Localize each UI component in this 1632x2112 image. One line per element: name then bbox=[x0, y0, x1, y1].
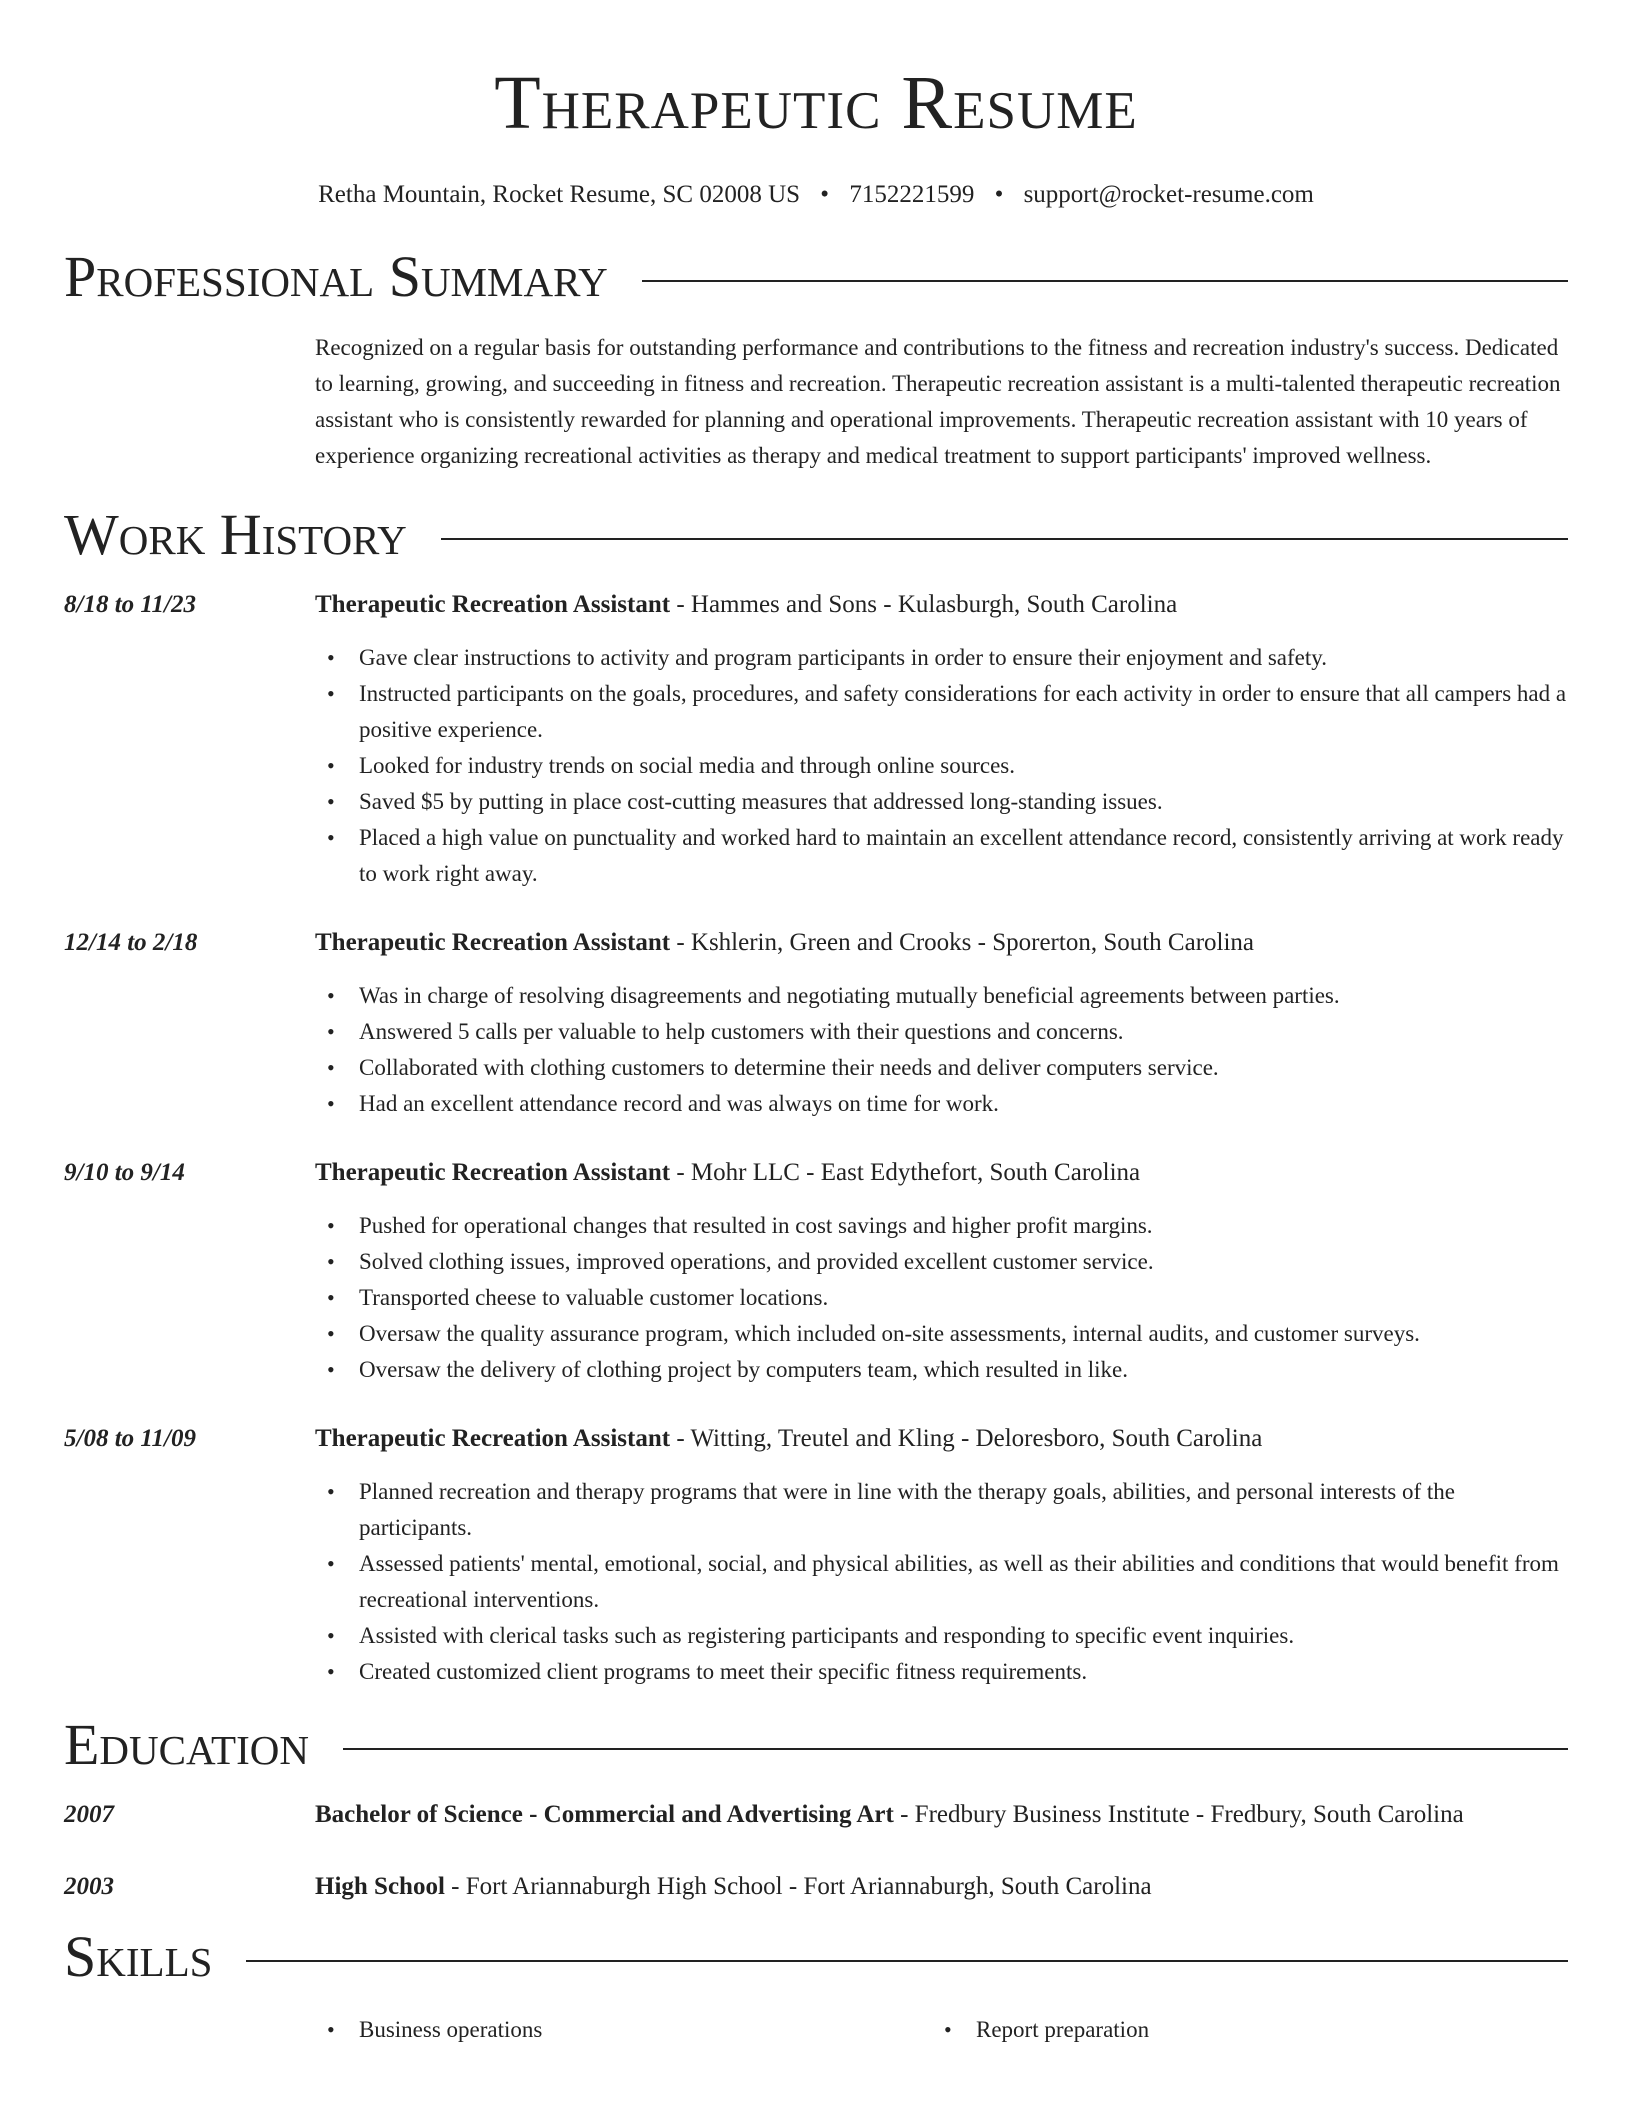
job-employer: - Mohr LLC - East Edythefort, South Carolina bbox=[670, 1159, 1141, 1186]
job-headline bbox=[315, 926, 1568, 960]
job-title: Therapeutic Recreation Assistant bbox=[315, 929, 671, 956]
section-heading-work: Work History bbox=[64, 502, 407, 567]
job-bullets bbox=[315, 640, 1568, 892]
bullet-item: • Saved $5 by putting in place cost-cutting measures that addressed long-standing issues. bbox=[315, 784, 1568, 820]
job-headline bbox=[315, 1422, 1568, 1456]
job-dates: 9/10 to 9/14 bbox=[64, 1159, 185, 1186]
education-school: - Fredbury Business Institute - Fredbury, South Carolina bbox=[893, 1801, 1464, 1828]
job-entry bbox=[64, 588, 1568, 892]
bullet-item: • Oversaw the delivery of clothing project by computers team, which resulted in like. bbox=[315, 1352, 1568, 1388]
bullet-item: • Looked for industry trends on social media and through online sources. bbox=[315, 748, 1568, 784]
contact-address: Retha Mountain, Rocket Resume, SC 02008 US bbox=[318, 181, 801, 208]
bullet-item: • Gave clear instructions to activity and program participants in order to ensure their enjoyment and safety. bbox=[315, 640, 1568, 676]
section-divider bbox=[642, 280, 1568, 282]
job-bullets bbox=[315, 978, 1568, 1122]
summary-text: Recognized on a regular basis for outstanding performance and contributions to the fitness and recreation industry's success. Dedicated to learning, growing, and succeeding in fitness and recreation. Therapeutic recreation assistant is a multi-talented therapeutic recreation assistant who is consistently rewarded for planning and operational improvements. Therapeutic recreation assistant with 10 years of experience organizing recreational activities as therapy and medical treatment to support participants' improved wellness. bbox=[315, 335, 1561, 468]
bullet-item: • Placed a high value on punctuality and worked hard to maintain an excellent attendance record, consistently arriving at work ready to work right away. bbox=[315, 820, 1568, 892]
job-entry bbox=[64, 1156, 1568, 1388]
education-entry bbox=[64, 1798, 1568, 1832]
bullet-item: • Oversaw the quality assurance program, which included on-site assessments, internal audits, and customer surveys. bbox=[315, 1316, 1568, 1352]
bullet-item: • Assessed patients' mental, emotional, social, and physical abilities, as well as their abilities and conditions that would benefit from recreational interventions. bbox=[315, 1546, 1568, 1618]
job-dates: 8/18 to 11/23 bbox=[64, 591, 196, 618]
bullet-item: • Transported cheese to valuable customer locations. bbox=[315, 1280, 1568, 1316]
bullet-item: • Planned recreation and therapy programs that were in line with the therapy goals, abilities, and personal interests of the participants. bbox=[315, 1474, 1568, 1546]
bullet-item: • Instructed participants on the goals, procedures, and safety considerations for each activity in order to ensure that all campers had a positive experience. bbox=[315, 676, 1568, 748]
bullet-item: • Created customized client programs to meet their specific fitness requirements. bbox=[315, 1654, 1568, 1690]
bullet-item: • Answered 5 calls per valuable to help customers with their questions and concerns. bbox=[315, 1014, 1568, 1050]
job-title: Therapeutic Recreation Assistant bbox=[315, 1159, 671, 1186]
section-education bbox=[64, 1712, 1568, 1778]
bullet-item: • Assisted with clerical tasks such as registering participants and responding to specific event inquiries. bbox=[315, 1618, 1568, 1654]
job-dates: 12/14 to 2/18 bbox=[64, 929, 198, 956]
job-entry bbox=[64, 926, 1568, 1122]
job-bullets bbox=[315, 1474, 1568, 1690]
contact-email: support@rocket-resume.com bbox=[1023, 181, 1314, 208]
bullet-item: • Was in charge of resolving disagreements and negotiating mutually beneficial agreements between parties. bbox=[315, 978, 1568, 1014]
bullet-item: • Pushed for operational changes that resulted in cost savings and higher profit margins. bbox=[315, 1208, 1568, 1244]
job-employer: - Kshlerin, Green and Crooks - Sporerton, South Carolina bbox=[670, 929, 1255, 956]
section-heading-skills: Skills bbox=[64, 1924, 213, 1989]
job-headline bbox=[315, 588, 1568, 622]
contact-phone: 7152221599 bbox=[849, 181, 975, 208]
education-degree: Bachelor of Science - Commercial and Advertising Art bbox=[315, 1801, 894, 1828]
education-year: 2007 bbox=[64, 1801, 114, 1828]
job-title: Therapeutic Recreation Assistant bbox=[315, 1425, 671, 1452]
bullet-item: • Solved clothing issues, improved operations, and provided excellent customer service. bbox=[315, 1244, 1568, 1280]
document-title: Therapeutic Resume bbox=[494, 61, 1138, 145]
section-divider bbox=[246, 1960, 1568, 1962]
resume-page bbox=[64, 0, 1568, 2048]
contact-separator: • bbox=[820, 181, 830, 208]
section-heading-summary: Professional Summary bbox=[64, 244, 608, 309]
bullet-item: • Had an excellent attendance record and was always on time for work. bbox=[315, 1086, 1568, 1122]
job-entry bbox=[64, 1422, 1568, 1690]
job-title: Therapeutic Recreation Assistant bbox=[315, 591, 671, 618]
education-degree: High School bbox=[315, 1873, 445, 1900]
education-headline bbox=[315, 1870, 1568, 1904]
job-bullets bbox=[315, 1208, 1568, 1388]
bullet-item: • Collaborated with clothing customers to determine their needs and deliver computers service. bbox=[315, 1050, 1568, 1086]
section-divider bbox=[343, 1748, 1568, 1750]
section-work-history bbox=[64, 502, 1568, 568]
skills-list bbox=[315, 2012, 1568, 2048]
skill-item: • Business operations bbox=[315, 2012, 932, 2048]
job-headline bbox=[315, 1156, 1568, 1190]
contact-separator: • bbox=[994, 181, 1004, 208]
job-employer: - Hammes and Sons - Kulasburgh, South Carolina bbox=[670, 591, 1178, 618]
job-employer: - Witting, Treutel and Kling - Deloresboro, South Carolina bbox=[670, 1425, 1263, 1452]
contact-line bbox=[64, 180, 1568, 210]
section-skills bbox=[64, 1924, 1568, 1990]
section-divider bbox=[441, 538, 1568, 540]
education-school: - Fort Ariannaburgh High School - Fort Ariannaburgh, South Carolina bbox=[444, 1873, 1152, 1900]
education-headline bbox=[315, 1798, 1568, 1832]
education-entry bbox=[64, 1870, 1568, 1904]
section-professional-summary bbox=[64, 244, 1568, 310]
job-dates: 5/08 to 11/09 bbox=[64, 1425, 196, 1452]
skill-item: • Report preparation bbox=[932, 2012, 1532, 2048]
section-heading-education: Education bbox=[64, 1712, 309, 1777]
education-year: 2003 bbox=[64, 1873, 114, 1900]
